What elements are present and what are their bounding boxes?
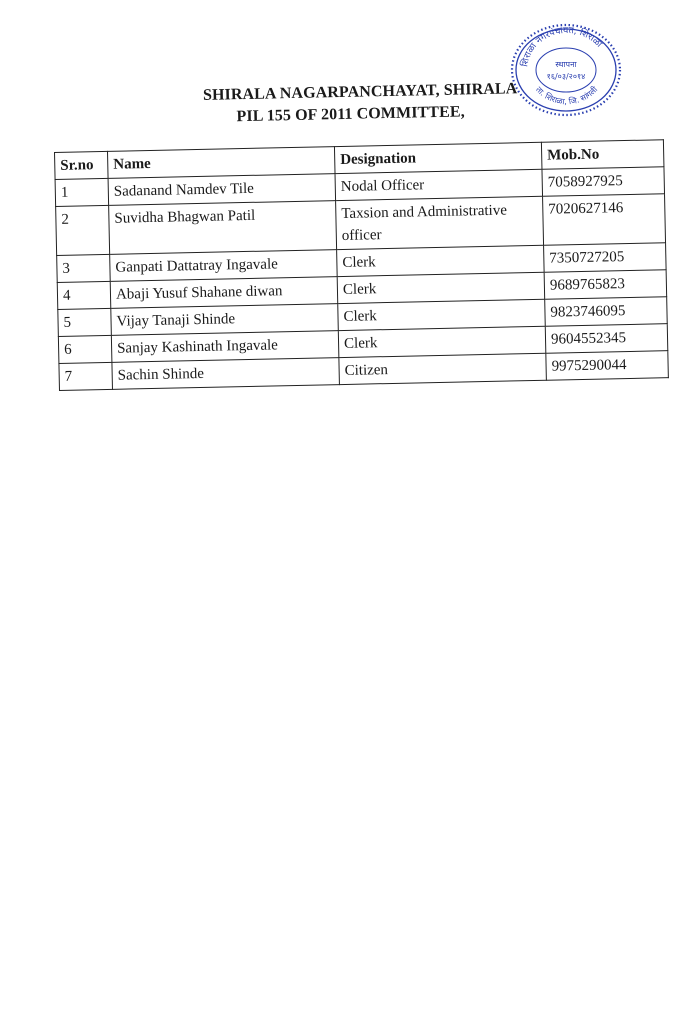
cell-mobile: 9689765823 <box>544 270 667 300</box>
cell-mobile: 9823746095 <box>545 297 668 327</box>
seal-ring-text: शिराळा नगरपंचायत, शिराळा <box>520 25 604 68</box>
cell-designation: Nodal Officer <box>335 169 543 200</box>
cell-sr: 1 <box>55 178 109 206</box>
committee-table-wrapper <box>54 139 669 391</box>
header-designation: Designation <box>334 142 542 173</box>
cell-sr: 2 <box>56 205 110 255</box>
heading-line-2: PIL 155 OF 2011 COMMITTEE, <box>236 103 465 126</box>
seal-date: १६/०३/२०१४ <box>546 72 586 81</box>
cell-sr: 3 <box>57 254 111 282</box>
cell-sr: 7 <box>59 362 113 390</box>
cell-mobile: 9604552345 <box>545 324 668 354</box>
cell-name: Abaji Yusuf Shahane diwan <box>110 277 338 309</box>
cell-sr: 5 <box>58 308 112 336</box>
cell-name: Sachin Shinde <box>112 358 340 390</box>
seal-middle-text: स्थापना <box>555 60 577 69</box>
cell-mobile: 7020627146 <box>543 194 666 246</box>
document-heading <box>150 78 551 130</box>
cell-name: Sadanand Namdev Tile <box>108 174 336 206</box>
heading-line-1: SHIRALA NAGARPANCHAYAT, SHIRALA <box>202 80 518 104</box>
cell-designation: Citizen <box>339 353 547 384</box>
header-sr-no: Sr.no <box>55 151 109 179</box>
cell-designation: Clerk <box>337 245 545 276</box>
cell-mobile: 9975290044 <box>546 351 669 381</box>
committee-table <box>54 139 669 391</box>
header-name: Name <box>107 147 335 179</box>
cell-name: Sanjay Kashinath Ingavale <box>111 331 339 363</box>
cell-sr: 6 <box>58 335 112 363</box>
cell-name: Suvidha Bhagwan Patil <box>109 201 337 255</box>
cell-name: Ganpati Dattatray Ingavale <box>110 250 338 282</box>
cell-mobile: 7350727205 <box>544 243 667 273</box>
cell-name: Vijay Tanaji Shinde <box>111 304 339 336</box>
cell-designation: Taxsion and Administrative officer <box>336 196 544 249</box>
cell-designation: Clerk <box>338 326 546 357</box>
cell-mobile: 7058927925 <box>542 167 665 197</box>
header-mob-no: Mob.No <box>541 140 664 170</box>
seal-bottom-text: ता. शिराळा, जि. सांगली <box>534 84 600 107</box>
cell-designation: Clerk <box>338 299 546 330</box>
cell-designation: Clerk <box>337 272 545 303</box>
cell-sr: 4 <box>57 281 111 309</box>
